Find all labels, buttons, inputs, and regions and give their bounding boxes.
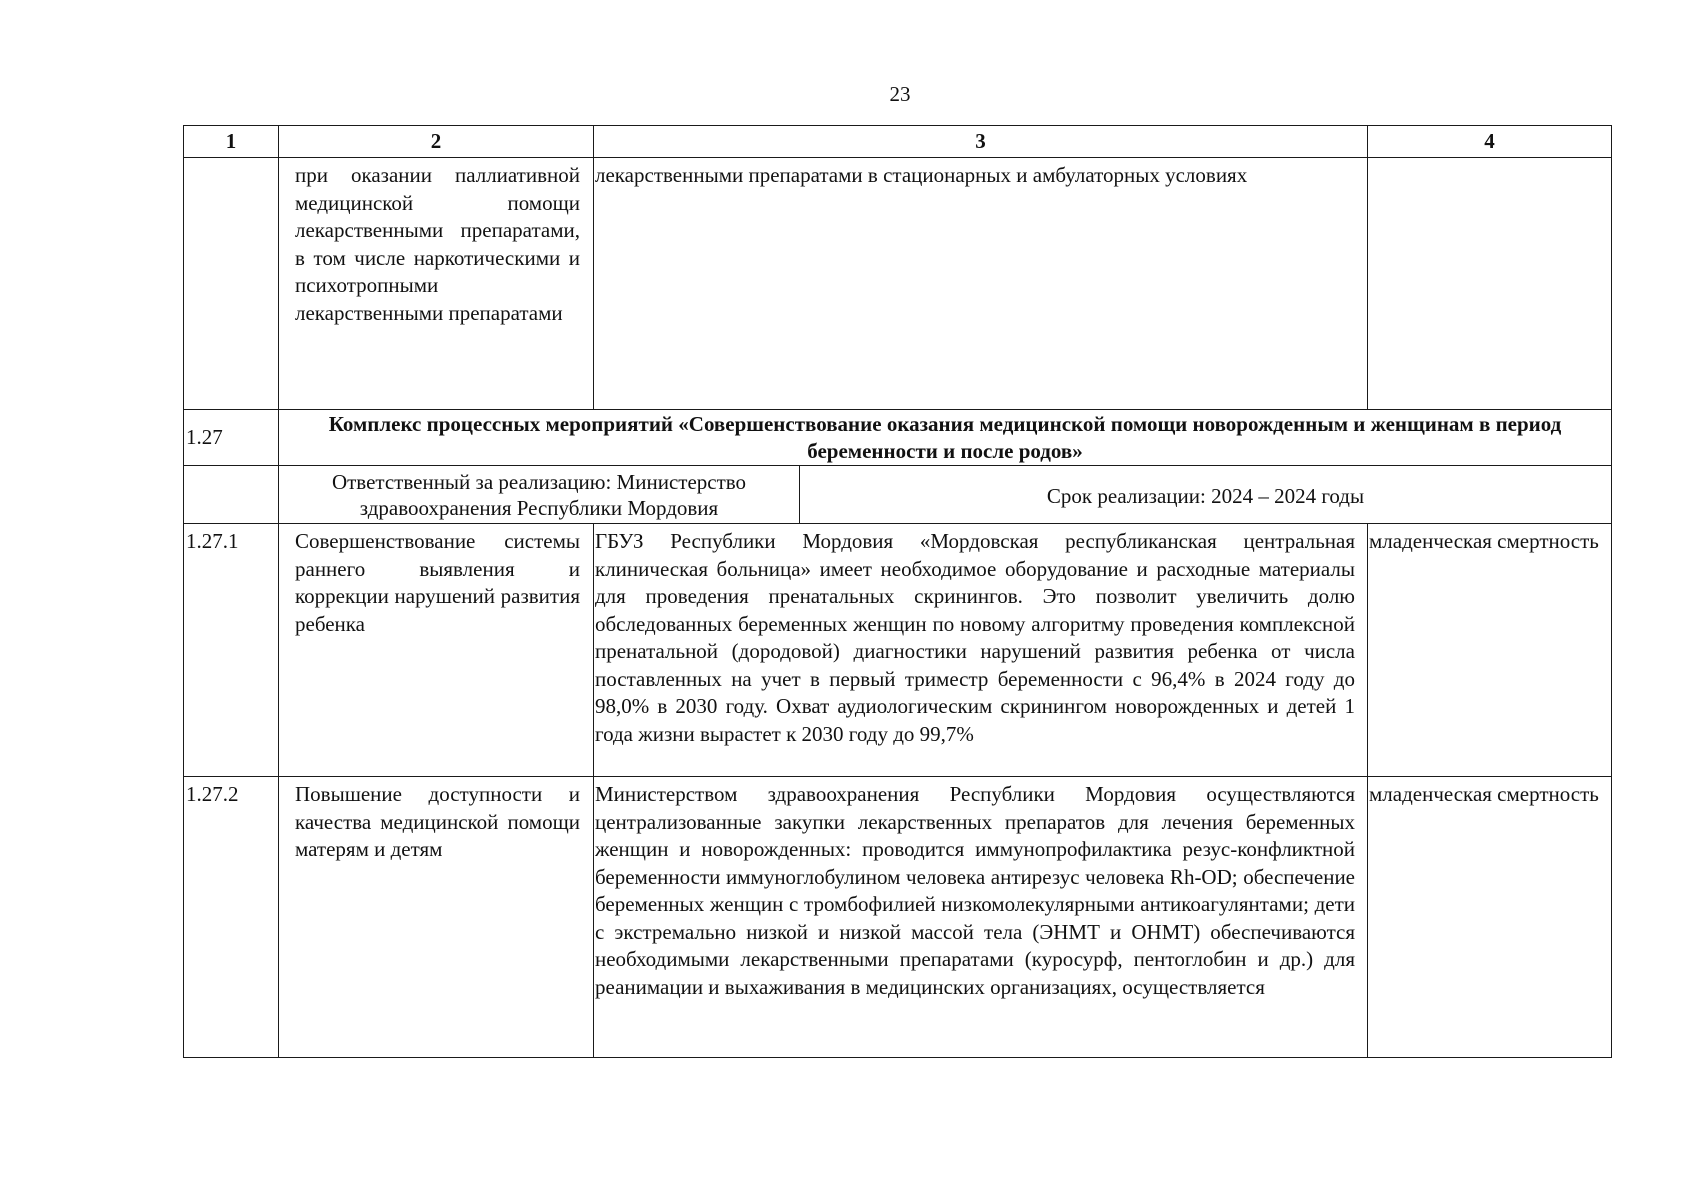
- column-header-2: 2: [279, 126, 594, 158]
- cell-number: 1.27.2: [184, 777, 279, 1058]
- cell-measure: Совершенствование системы раннего выявления и коррекции нарушений развития ребенка: [279, 524, 594, 777]
- period-text: Срок реализации: 2024 – 2024 годы: [1046, 483, 1365, 508]
- cell-number: [184, 158, 279, 410]
- table-row: [184, 524, 1612, 777]
- page-number: 23: [889, 82, 911, 106]
- complex-title-row: [184, 410, 1612, 466]
- cell-indicator: младенческая смертность: [1368, 777, 1612, 1058]
- table-row-continuation: [184, 158, 1612, 410]
- cell-measure: Повышение доступности и качества медицинской помощи матерям и детям: [279, 777, 594, 1058]
- column-header-3: 3: [594, 126, 1368, 158]
- responsible-period-cell: [279, 466, 1612, 524]
- cell-description: ГБУЗ Республики Мордовия «Мордовская республиканская центральная клиническая больница» имеет необходимое оборудование и расходные материалы для проведения пренатальных скринингов. Это позволит увеличить долю обследованных беременных женщин по новому алгоритму проведения комплексной пренатальной (дородовой) диагностики нарушений развития ребенка от числа поставленных на учет в первый триместр беременности с 96,4% в 2024 году до 98,0% в 2030 году. Охват аудиологическим скринингом новорожденных и детей 1 года жизни вырастет к 2030 году до 99,7%: [594, 524, 1368, 777]
- empty-cell: [184, 466, 279, 524]
- cell-number: 1.27.1: [184, 524, 279, 777]
- complex-title: Комплекс процессных мероприятий «Совершенствование оказания медицинской помощи новорожденным и женщинам в период беременности и после родов»: [279, 410, 1612, 466]
- table-header-row: [184, 126, 1612, 158]
- cell-description: Министерством здравоохранения Республики Мордовия осуществляются централизованные закупки лекарственных препаратов для лечения беременных женщин и новорожденных: проводится иммунопрофилактика резус-конфликтной беременности иммуноглобулином человека антирезус человека Rh-OD; обеспечение беременных женщин с тромбофилией низкомолекулярными антикоагулянтами; дети с экстремально низкой и низкой массой тела (ЭНМТ и ОНМТ) обеспечиваются необходимыми лекарственными препаратами (куросурф, пентоглобин и др.) для реанимации и выхаживания в медицинских организациях, осуществляется: [594, 777, 1368, 1058]
- column-header-4: 4: [1368, 126, 1612, 158]
- cell-indicator: младенческая смертность: [1368, 524, 1612, 777]
- cell-measure: при оказании паллиативной медицинской помощи лекарственными препаратами, в том числе наркотическими и психотропными лекарственными препаратами: [279, 158, 594, 410]
- responsible-period-wrap: [279, 466, 1611, 523]
- column-header-1: 1: [184, 126, 279, 158]
- plan-table: [183, 125, 1612, 1058]
- cell-description: лекарственными препаратами в стационарных и амбулаторных условиях: [594, 158, 1368, 410]
- cell-indicator: [1368, 158, 1612, 410]
- complex-number: 1.27: [184, 410, 279, 466]
- complex-responsible-row: [184, 466, 1612, 524]
- table-row: [184, 777, 1612, 1058]
- responsible-text: Ответственный за реализацию: Министерство здравоохранения Республики Мордовия: [279, 466, 800, 523]
